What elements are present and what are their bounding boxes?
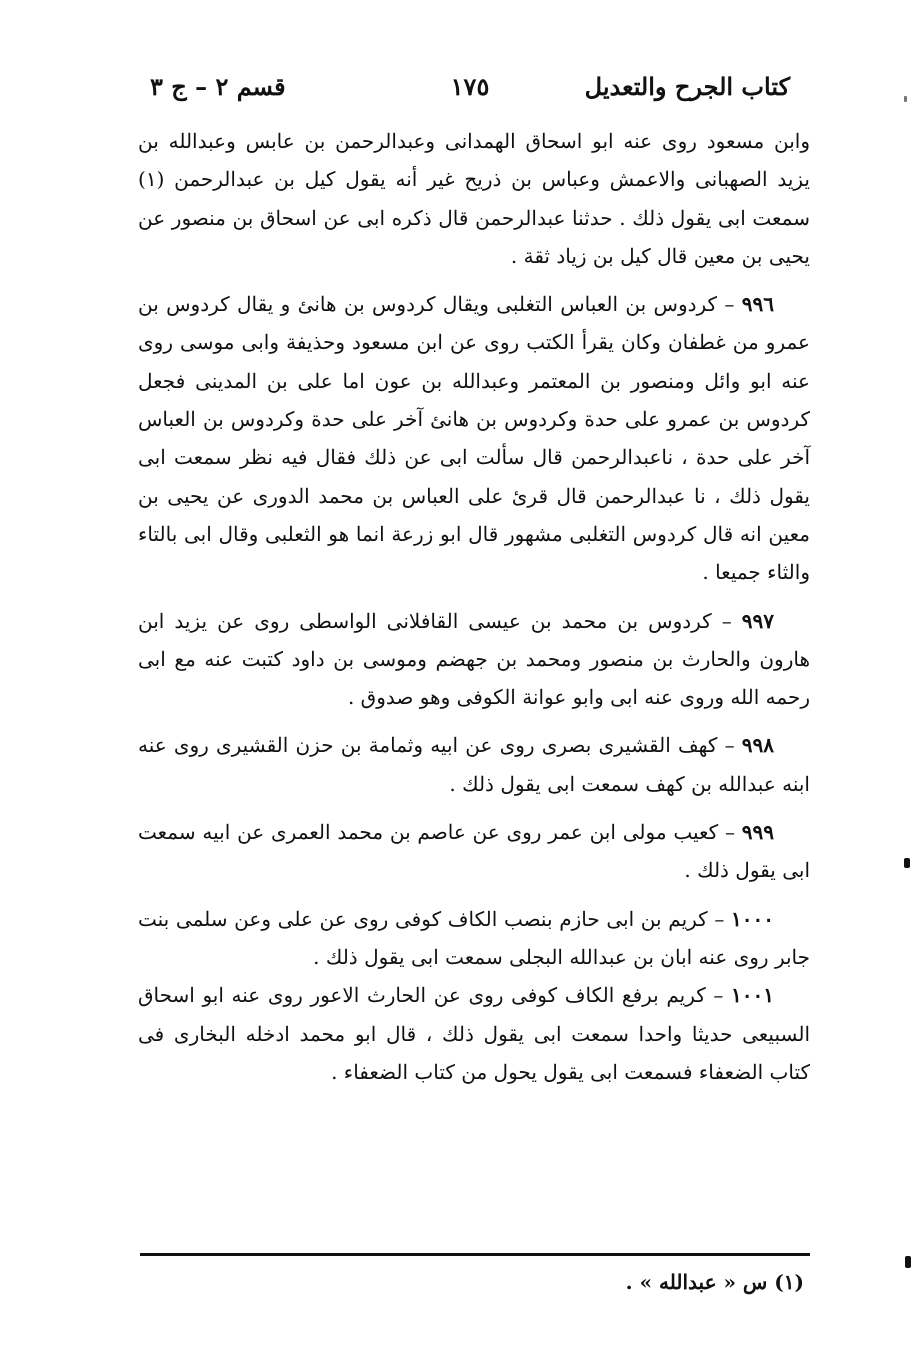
main-text	[138, 122, 810, 1091]
entry-1000	[138, 900, 810, 977]
margin-mark	[904, 858, 910, 868]
paragraph-text: وابن مسعود روى عنه ابو اسحاق الهمدانى وعبدالرحمن بن عابس وعبدالله بن يزيد الصهبانى والاعمش وعباس بن ذريح غير أنه يقول كيل بن عبدالرحمن (١) سمعت ابى يقول ذلك . حدثنا عبدالرحمن قال ذكره ابى عن اسحاق بن منصور عن يحيى بن معين قال كيل بن زياد ثقة .	[138, 129, 810, 268]
entry-998	[138, 726, 810, 803]
entry-number: ٩٩٧	[741, 608, 774, 633]
entry-text: – كريم بن ابى حازم بنصب الكاف كوفى روى عن على وعن سلمى بنت جابر روى عنه ابان بن عبدالله البجلى سمعت ابى يقول ذلك .	[138, 906, 810, 969]
entry-999	[138, 813, 810, 890]
entry-text: – كريم برفع الكاف كوفى روى عن الحارث الاعور روى عنه ابو اسحاق السبيعى حديثا واحدا سمعت ابى يقول ذلك ، قال ابو محمد ادخله البخارى فى كتاب الضعفاء فسمعت ابى يقول يحول من كتاب الضعفاء .	[138, 983, 810, 1084]
running-header	[150, 72, 790, 112]
margin-mark	[904, 96, 907, 102]
entry-text: – كردوس بن العباس التغلبى ويقال كردوس بن هانئ و يقال كردوس بن عمرو من غطفان وكان يقرأ الكتب روى عن ابن مسعود وحذيفة وابى موسى روى عنه ابو وائل ومنصور بن المعتمر وعبدالله بن عون اما على بن المدينى فجعل كردوس بن عمرو على حدة وكردوس بن هانئ آخر على حدة وكردوس بن العباس آخر على حدة ، ناعبدالرحمن قال سألت ابى عن ذلك فقال فيه نظر سمعت ابى يقول ذلك ، نا عبدالرحمن قال قرئ على العباس بن محمد الدورى عن يحيى بن معين انه قال كردوس التغلبى مشهور قال ابو زرعة انما هو الثعلبى وقال ابى بالتاء والثاء جميعا .	[138, 292, 810, 585]
entry-text: – كردوس بن محمد بن عيسى القافلانى الواسطى روى عن يزيد ابن هارون والحارث بن منصور ومحمد بن جهضم وموسى بن داود كتبت عنه مع ابى رحمه الله وروى عنه ابى وابو عوانة الكوفى وهو صدوق .	[138, 608, 810, 710]
entry-text: – كهف القشيرى بصرى روى عن ابيه وثمامة بن حزن القشيرى روى عنه ابنه عبدالله بن كهف سمعت ابى يقول ذلك .	[138, 733, 810, 796]
footnote: (١) س « عبدالله » .	[625, 1270, 804, 1294]
entry-996	[138, 285, 810, 591]
entry-number: ٩٩٨	[741, 733, 774, 758]
entry-number: ١٠٠١	[731, 983, 774, 1008]
entry-text: – كعيب مولى ابن عمر روى عن عاصم بن محمد العمرى عن ابيه سمعت ابى يقول ذلك .	[138, 820, 810, 883]
entry-number: ٩٩٦	[741, 292, 774, 317]
entry-1001	[138, 976, 810, 1091]
entry-number: ١٠٠٠	[731, 906, 775, 931]
page-number: ١٧٥	[450, 72, 490, 101]
entry-997	[138, 602, 810, 717]
part-volume-label: قسم ٢ – ج ٣	[150, 72, 286, 101]
footnote-divider	[140, 1253, 810, 1256]
book-title: كتاب الجرح والتعديل	[584, 72, 790, 101]
paragraph-continuation	[138, 122, 810, 275]
margin-mark	[905, 1256, 911, 1268]
entry-number: ٩٩٩	[741, 820, 774, 845]
